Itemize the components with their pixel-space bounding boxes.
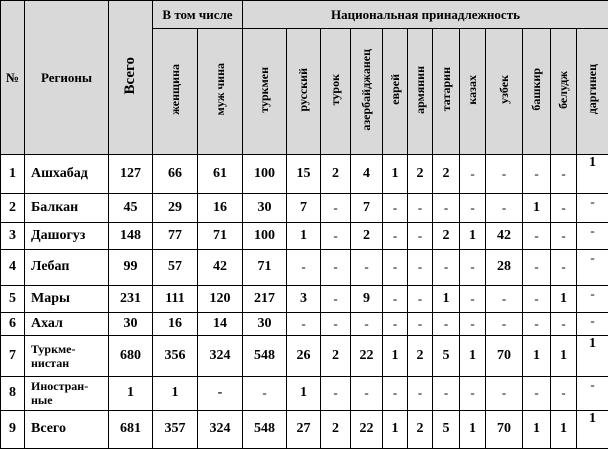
- row-nationality-count: -: [486, 194, 523, 223]
- header-men-label: муж чина: [212, 63, 227, 116]
- row-nationality-count: 1: [433, 285, 460, 312]
- table-row: [1, 336, 608, 376]
- row-nationality-count: 22: [351, 410, 383, 448]
- row-nationality-count: -: [351, 249, 383, 285]
- row-total: 45: [109, 194, 153, 223]
- row-nationality-count: 2: [408, 336, 433, 376]
- row-men: 324: [198, 410, 243, 448]
- header-nationality-label: азербайджанец: [359, 48, 373, 131]
- row-nationality-count: -: [321, 285, 351, 312]
- header-men: [198, 29, 243, 155]
- row-nationality-count: 5: [433, 336, 460, 376]
- row-nationality-count: -: [351, 312, 383, 335]
- row-men: -: [198, 376, 243, 410]
- row-region: Дашогуз: [25, 223, 109, 250]
- header-nationality-label: русский: [296, 67, 310, 112]
- header-nationality: [351, 29, 383, 155]
- table-row: [1, 194, 608, 223]
- row-total: 30: [109, 312, 153, 335]
- row-nationality-count: -: [408, 249, 433, 285]
- row-nationality-count: 217: [243, 285, 287, 312]
- header-nationality: [577, 29, 608, 155]
- row-nationality-count: -: [551, 223, 577, 250]
- row-nationality-count: -: [460, 285, 486, 312]
- row-region: Ахал: [25, 312, 109, 335]
- row-nationality-count: 22: [351, 336, 383, 376]
- row-nationality-count: 1: [383, 336, 408, 376]
- row-nationality-count: -: [486, 285, 523, 312]
- row-nationality-count: -: [433, 376, 460, 410]
- row-women: 357: [153, 410, 198, 448]
- header-gender-group: В том числе: [153, 1, 243, 29]
- header-nationality-label: казах: [465, 74, 479, 105]
- header-nationality: [408, 29, 433, 155]
- header-nationality: [460, 29, 486, 155]
- row-nationality-count: -: [577, 312, 608, 335]
- row-nationality-count: 1: [577, 155, 608, 194]
- header-region: Регионы: [25, 1, 109, 155]
- row-number: 8: [1, 376, 25, 410]
- row-nationality-count: -: [383, 312, 408, 335]
- row-men: 120: [198, 285, 243, 312]
- row-women: 29: [153, 194, 198, 223]
- header-nationality-label: туркмен: [257, 66, 271, 113]
- row-nationality-count: 1: [383, 155, 408, 194]
- row-nationality-count: -: [383, 376, 408, 410]
- table-row: [1, 155, 608, 194]
- row-nationality-count: 2: [433, 223, 460, 250]
- row-number: 4: [1, 249, 25, 285]
- row-number: 3: [1, 223, 25, 250]
- row-nationality-count: -: [460, 249, 486, 285]
- row-nationality-count: -: [383, 249, 408, 285]
- row-nationality-count: -: [243, 376, 287, 410]
- row-nationality-count: -: [523, 155, 551, 194]
- header-nationality-label: татарин: [438, 67, 453, 112]
- row-nationality-count: -: [577, 194, 608, 223]
- table-row: [1, 376, 608, 410]
- row-nationality-count: -: [408, 312, 433, 335]
- row-nationality-count: 1: [551, 285, 577, 312]
- header-nationality: [433, 29, 460, 155]
- table-row: [1, 312, 608, 335]
- row-region: Лебап: [25, 249, 109, 285]
- row-number: 2: [1, 194, 25, 223]
- row-women: 1: [153, 376, 198, 410]
- row-nationality-count: -: [523, 249, 551, 285]
- row-nationality-count: -: [523, 223, 551, 250]
- header-nationality: [551, 29, 577, 155]
- row-nationality-count: -: [577, 285, 608, 312]
- row-nationality-count: 3: [287, 285, 321, 312]
- row-men: 61: [198, 155, 243, 194]
- row-region: Ашхабад: [25, 155, 109, 194]
- row-nationality-count: 2: [321, 336, 351, 376]
- row-nationality-count: 5: [433, 410, 460, 448]
- row-nationality-count: -: [523, 376, 551, 410]
- row-nationality-count: 1: [460, 336, 486, 376]
- header-total: [109, 1, 153, 155]
- row-total: 148: [109, 223, 153, 250]
- row-nationality-count: 1: [577, 336, 608, 376]
- row-men: 42: [198, 249, 243, 285]
- header-no: №: [1, 1, 25, 155]
- row-nationality-count: -: [321, 194, 351, 223]
- row-nationality-count: -: [287, 312, 321, 335]
- row-nationality-count: 1: [523, 410, 551, 448]
- row-nationality-count: 1: [287, 223, 321, 250]
- row-region: Иностран- ные: [25, 376, 109, 410]
- table-body: [1, 155, 608, 449]
- row-nationality-count: -: [460, 155, 486, 194]
- row-nationality-count: 1: [577, 410, 608, 448]
- row-nationality-count: 2: [321, 155, 351, 194]
- row-nationality-count: 1: [460, 223, 486, 250]
- row-nationality-count: -: [551, 376, 577, 410]
- row-nationality-count: 30: [243, 312, 287, 335]
- row-region: Всего: [25, 410, 109, 448]
- row-total: 680: [109, 336, 153, 376]
- row-nationality-count: -: [351, 376, 383, 410]
- row-nationality-count: 1: [523, 336, 551, 376]
- row-nationality-count: -: [486, 312, 523, 335]
- row-women: 77: [153, 223, 198, 250]
- header-nationality-label: узбек: [496, 75, 511, 104]
- row-women: 356: [153, 336, 198, 376]
- row-nationality-count: -: [408, 194, 433, 223]
- row-nationality-count: -: [383, 285, 408, 312]
- row-nationality-count: 2: [351, 223, 383, 250]
- row-nationality-count: 100: [243, 155, 287, 194]
- row-nationality-count: -: [486, 376, 523, 410]
- row-nationality-count: 4: [351, 155, 383, 194]
- row-nationality-count: -: [486, 155, 523, 194]
- row-nationality-count: -: [551, 249, 577, 285]
- row-nationality-count: 1: [383, 410, 408, 448]
- row-nationality-count: -: [408, 285, 433, 312]
- row-nationality-count: 548: [243, 410, 287, 448]
- table-row: [1, 249, 608, 285]
- row-total: 681: [109, 410, 153, 448]
- row-men: 71: [198, 223, 243, 250]
- row-region: Туркме- нистан: [25, 336, 109, 376]
- row-nationality-count: -: [321, 223, 351, 250]
- header-nationality-label: турок: [328, 73, 342, 106]
- header-nationality-label: армянин: [412, 65, 427, 114]
- row-total: 127: [109, 155, 153, 194]
- header-nationality: [486, 29, 523, 155]
- row-total: 99: [109, 249, 153, 285]
- row-nationality-count: -: [577, 223, 608, 250]
- row-nationality-count: -: [433, 249, 460, 285]
- header-nationality-label: белудж: [556, 70, 570, 109]
- table-row: [1, 285, 608, 312]
- row-number: 5: [1, 285, 25, 312]
- header-nationality: [243, 29, 287, 155]
- row-nationality-count: 100: [243, 223, 287, 250]
- row-men: 324: [198, 336, 243, 376]
- row-nationality-count: 548: [243, 336, 287, 376]
- row-nationality-count: 2: [433, 155, 460, 194]
- row-nationality-count: -: [433, 194, 460, 223]
- row-nationality-count: 70: [486, 336, 523, 376]
- row-nationality-count: 27: [287, 410, 321, 448]
- row-nationality-count: -: [460, 312, 486, 335]
- row-women: 16: [153, 312, 198, 335]
- header-nationality-label: даргинец: [585, 64, 599, 115]
- header-nationality: [523, 29, 551, 155]
- header-nationality: [383, 29, 408, 155]
- header-nationality: [321, 29, 351, 155]
- row-number: 6: [1, 312, 25, 335]
- header-nationality-group: Национальная принадлежность: [243, 1, 608, 29]
- row-nationality-count: -: [460, 376, 486, 410]
- row-women: 111: [153, 285, 198, 312]
- row-nationality-count: -: [383, 223, 408, 250]
- row-total: 1: [109, 376, 153, 410]
- row-nationality-count: -: [551, 194, 577, 223]
- row-nationality-count: 15: [287, 155, 321, 194]
- row-nationality-count: -: [460, 194, 486, 223]
- row-nationality-count: -: [321, 249, 351, 285]
- header-nationality-label: еврей: [387, 74, 402, 105]
- row-number: 9: [1, 410, 25, 448]
- header-nationality-label: башкир: [529, 68, 543, 111]
- table-row: [1, 223, 608, 250]
- row-number: 1: [1, 155, 25, 194]
- row-nationality-count: -: [523, 312, 551, 335]
- row-nationality-count: -: [408, 223, 433, 250]
- table-row: [1, 410, 608, 448]
- row-nationality-count: 1: [460, 410, 486, 448]
- row-nationality-count: 1: [551, 336, 577, 376]
- row-nationality-count: 1: [551, 410, 577, 448]
- header-nationality: [287, 29, 321, 155]
- header-women: [153, 29, 198, 155]
- row-nationality-count: -: [577, 249, 608, 285]
- row-nationality-count: -: [287, 249, 321, 285]
- row-nationality-count: 2: [321, 410, 351, 448]
- row-nationality-count: -: [523, 285, 551, 312]
- row-nationality-count: 30: [243, 194, 287, 223]
- row-nationality-count: -: [433, 312, 460, 335]
- row-nationality-count: 26: [287, 336, 321, 376]
- row-nationality-count: 70: [486, 410, 523, 448]
- row-region: Мары: [25, 285, 109, 312]
- row-nationality-count: 1: [287, 376, 321, 410]
- row-number: 7: [1, 336, 25, 376]
- header-total-label: Всего: [122, 56, 138, 95]
- row-nationality-count: 7: [351, 194, 383, 223]
- row-men: 14: [198, 312, 243, 335]
- row-nationality-count: 42: [486, 223, 523, 250]
- header-women-label: женщина: [167, 64, 182, 115]
- row-nationality-count: -: [577, 376, 608, 410]
- row-nationality-count: -: [383, 194, 408, 223]
- row-region: Балкан: [25, 194, 109, 223]
- row-nationality-count: 2: [408, 155, 433, 194]
- row-nationality-count: -: [321, 376, 351, 410]
- row-nationality-count: -: [551, 312, 577, 335]
- row-women: 57: [153, 249, 198, 285]
- row-nationality-count: 71: [243, 249, 287, 285]
- row-men: 16: [198, 194, 243, 223]
- row-nationality-count: -: [321, 312, 351, 335]
- row-nationality-count: -: [551, 155, 577, 194]
- row-total: 231: [109, 285, 153, 312]
- row-nationality-count: 28: [486, 249, 523, 285]
- row-women: 66: [153, 155, 198, 194]
- row-nationality-count: 7: [287, 194, 321, 223]
- row-nationality-count: 1: [523, 194, 551, 223]
- row-nationality-count: 2: [408, 410, 433, 448]
- row-nationality-count: 9: [351, 285, 383, 312]
- row-nationality-count: -: [408, 376, 433, 410]
